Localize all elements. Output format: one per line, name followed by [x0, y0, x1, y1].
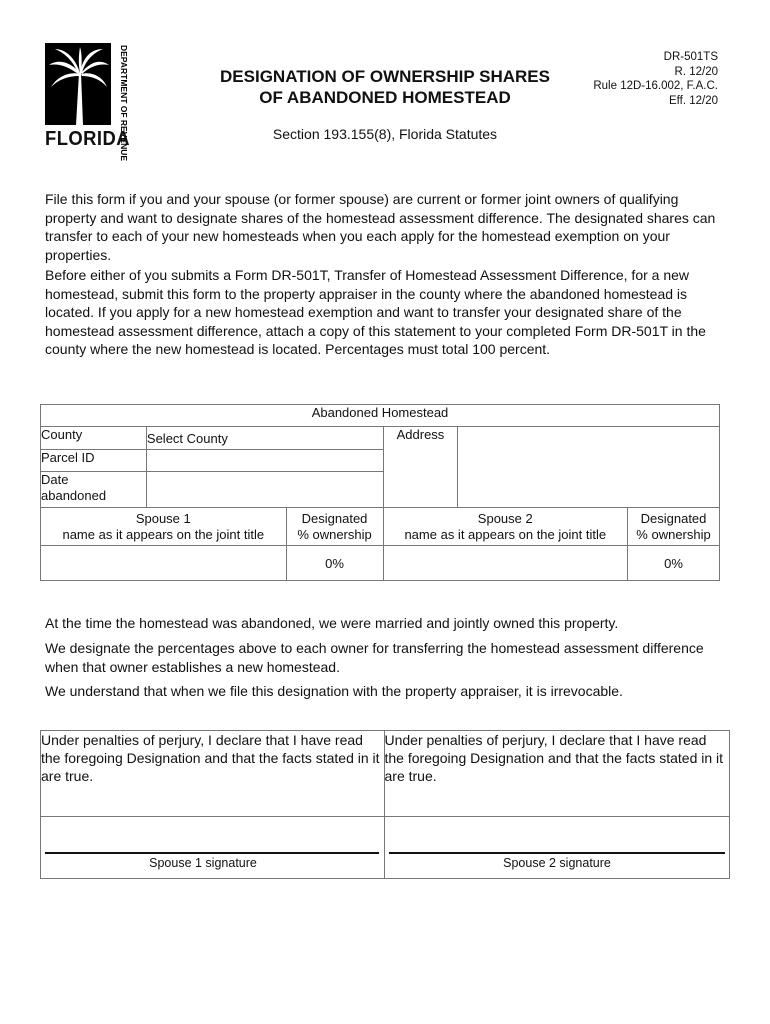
date-abandoned-field[interactable]	[146, 472, 383, 508]
form-identifier	[560, 50, 718, 108]
spouse-1-signature-label: Spouse 1 signature	[149, 856, 257, 870]
form-revision: R. 12/20	[674, 65, 718, 78]
spouse-1-declaration: Under penalties of perjury, I declare that I have read the foregoing Designation and that the facts stated in it are true.	[41, 731, 385, 817]
title-line-1: DESIGNATION OF OWNERSHIP SHARES	[220, 67, 550, 86]
date-abandoned-label	[41, 472, 147, 508]
intro-paragraph-2: Before either of you submits a Form DR-501T, Transfer of Homestead Assessment Difference, for a new homestead, submit this form to the property appraiser in the county where the abandoned homestead is located. If you apply for a new homestead exemption and want to transfer your designated share of the homestead assessment difference, attach a copy of this statement to your completed Form DR-501T in the county where the new homestead is located. Percentages must total 100 percent.	[45, 267, 706, 357]
form-rule: Rule 12D-16.002, F.A.C.	[593, 80, 718, 92]
designated-label: Designated	[301, 511, 368, 526]
address-field[interactable]	[458, 427, 720, 508]
date-label-line-2: abandoned	[41, 488, 107, 503]
form-number: DR-501TS	[663, 51, 718, 63]
form-effective: Eff. 12/20	[668, 94, 718, 107]
abandoned-homestead-heading: Abandoned Homestead	[41, 405, 720, 427]
ownership-label-2: % ownership	[636, 527, 711, 542]
spouse-2-name-field[interactable]	[383, 546, 628, 581]
spouse-1-header	[41, 508, 287, 546]
designated-label-2: Designated	[640, 511, 707, 526]
spouse-2-signature-label: Spouse 2 signature	[503, 856, 611, 870]
parcel-id-field[interactable]	[146, 450, 383, 472]
abandoned-homestead-table	[40, 404, 720, 581]
ownership-label: % ownership	[297, 527, 372, 542]
statement-married: At the time the homestead was abandoned, we were married and jointly owned this property.	[45, 615, 619, 631]
spouse-2-declaration: Under penalties of perjury, I declare that I have read the foregoing Designation and that the facts stated in it are true.	[384, 731, 730, 817]
spouse-1-name-hint: name as it appears on the joint title	[62, 527, 265, 542]
spouse-1-signature-line	[45, 852, 379, 854]
title-line-2: OF ABANDONED HOMESTEAD	[259, 88, 511, 107]
intro-paragraph-1: File this form if you and your spouse (or former spouse) are current or former joint owners of qualifying property and want to designate shares of the homestead assessment difference. The designated shares can transfer to each of your new homesteads when you each apply for the homestead exemption on your properties.	[45, 191, 716, 263]
spouse-2-header	[383, 508, 628, 546]
county-label: County	[41, 427, 147, 450]
spouse-2-label: Spouse 2	[477, 511, 533, 526]
spouse-2-name-hint: name as it appears on the joint title	[404, 527, 607, 542]
spouse-2-designated-header	[628, 508, 720, 546]
parcel-id-label: Parcel ID	[41, 450, 147, 472]
spouse-1-name-field[interactable]	[41, 546, 287, 581]
date-label-line-1: Date	[41, 472, 69, 487]
statute-reference: Section 193.155(8), Florida Statutes	[272, 126, 498, 142]
logo-florida-text: FLORIDA	[45, 128, 130, 150]
form-title	[195, 66, 575, 108]
statement-designate: We designate the percentages above to each owner for transferring the homestead assessment difference when that owner establishes a new homestead.	[45, 640, 704, 675]
spouse-2-percent-field[interactable]: 0%	[628, 546, 720, 581]
spouse-1-percent-field[interactable]: 0%	[286, 546, 383, 581]
logo-side-text: DEPARTMENT OF REVENUE	[119, 45, 129, 162]
spouse-2-signature-line	[389, 852, 725, 854]
spouse-1-designated-header	[286, 508, 383, 546]
spouse-1-label: Spouse 1	[135, 511, 191, 526]
statement-irrevocable: We understand that when we file this designation with the property appraiser, it is irrevocable.	[45, 683, 623, 699]
county-select[interactable]: Select County	[146, 427, 383, 450]
address-label: Address	[383, 427, 458, 508]
